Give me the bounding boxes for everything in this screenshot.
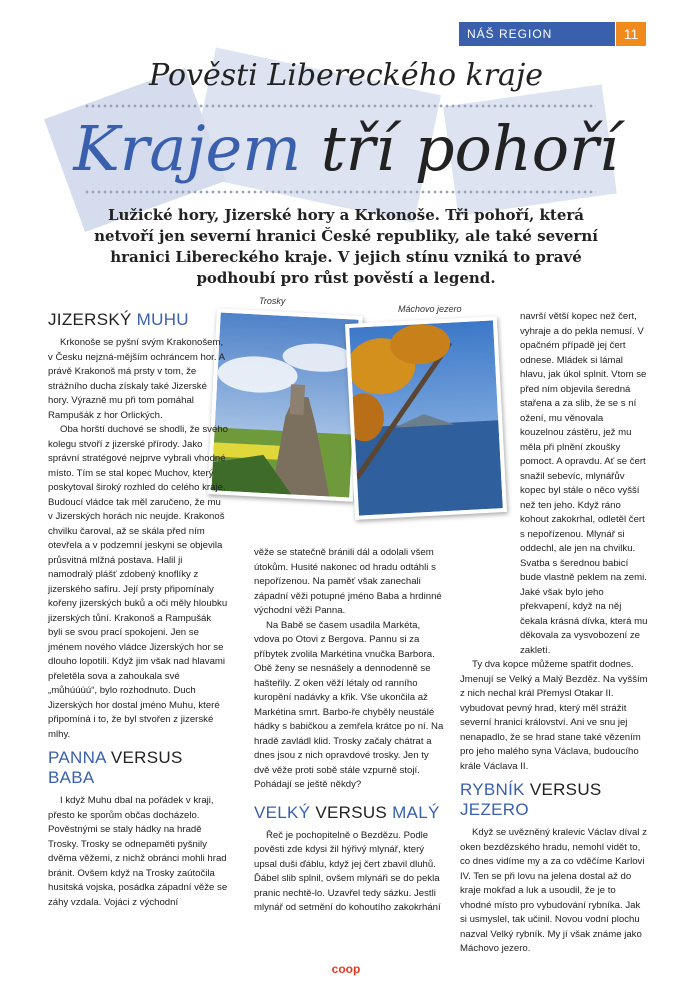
caption-trosky: Trosky bbox=[259, 296, 286, 306]
page-title bbox=[0, 108, 692, 190]
coop-logo: coop bbox=[331, 962, 361, 976]
paragraph: I když Muhu dbal na pořádek v kraji, přesto ke sporům občas docházelo. Pověstnými se staly hádky na hradě Trosky. Trosky se odnepaměti pyšnily dvěma věžemi, z nichž obránci mohli hrad bránit. Ovšem když na Trosky zaútočila husitská vojska, posádka západní věže se záhy vzdala. Vojáci z východní bbox=[48, 795, 228, 908]
paragraph: Když se uvězněný kralevic Václav díval z oken bezdězského hradu, nemohl vidět to, co dnes vidíme my a za co vděčíme Karlovi IV. Ten se při lovu na jelena dostal až do kraje mokřad a luk a usoudil, že je to vhodné místo pro vybudování rybníka. Jak si usmyslel, tak učinil. Novou vodní plochu nazval Velký rybník. My jí však známe jako Máchovo jezero. bbox=[460, 827, 647, 954]
paragraph: Oba horští duchové se shodli, že svého kolegu stvoří z jizerské přírody. Jako správní stratégové nejprve vybrali vhodné místo. Tím se stal kopec Muchov, který poskytoval široký rozhled do celého kraje. Budoucí vládce tak měl zaručeno, že mu v Jizerských horách nic neujde. Krakonoš chvilku čaroval, až se skála před ním otevřela a v podzemní jeskyni se objevila průsvitná mlžná postava. Halil ji namodralý plášť zdobený knoflíky z jizerského safíru. Její prsty připomínaly kořeny jizerských buků a oči měly hloubku jizerských tůní. Krakonoš a Rampušák byli se svou prací spokojeni. Jen se jménem nového vládce Jizerských hor se dlouho lopotili. Když jim však nad hlavami přeletěla sova a zahoukala své „můhúúúú“, bylo rozhodnuto. Duch Jizerských hor dostal jméno Muhu, které připomíná i to, že byl stvořen z jizerské mlhy. bbox=[48, 424, 228, 740]
trosky-castle-image bbox=[211, 313, 358, 498]
heading-word: RYBNÍK bbox=[460, 780, 525, 799]
paragraph: Krkonoše se pyšní svým Krakonošem, v Česku nejzná-mějším ochráncem hor. A právě Krakonoš má prsty v tom, že strážního ducha získaly také Jizerské hory. Výrazně mu při tom pomáhal Rampušák z hor Orlických. bbox=[48, 337, 225, 421]
column-1 bbox=[48, 310, 228, 910]
heading-word: JEZERO bbox=[460, 800, 529, 819]
heading-word: MUHU bbox=[136, 310, 189, 329]
heading-word: JIZERSKÝ bbox=[48, 310, 132, 329]
dotted-divider-bottom bbox=[84, 190, 596, 194]
paragraph: Na Babě se časem usadila Markéta, vdova po Otovi z Bergova. Pannu si za příbytek zvolila Markétina vnučka Barbora. Obě ženy se nesnášely a dennodenně se hašteřily. Z oken věží létaly od ranního kuropění nadávky a křik. Vše ukončila až Markétina smrt. Barbo-ře chyběly neustálé hádky s babičkou a zemřela krátce po ní. Na hradě zavládl klid. Trosky začaly chátrat a dnes jsou z nich opravdové trosky. Jen ty dvě věže proti sobě stále vzpurně stojí. Pohádají se ještě někdy? bbox=[254, 619, 444, 790]
section-label: NÁŠ REGION bbox=[459, 22, 615, 46]
column-3 bbox=[460, 310, 648, 957]
heading-word: VERSUS bbox=[110, 748, 183, 767]
heading-word: VERSUS bbox=[529, 780, 602, 799]
lead-paragraph: Lužické hory, Jizerské hory a Krkonoše. Tři pohoří, která netvoří jen severní hranici České republiky, ale také severní hranici Libereckého kraje. V jejich stínu vzniká to pravé podhoubí pro růst pověstí a legend. bbox=[94, 206, 598, 287]
kicker: Pověsti Libereckého kraje bbox=[149, 58, 543, 93]
paragraph: navrší větší kopec než čert, vyhraje a do pekla nemusí. V opačném případě jej čert odnese. Mládek si lámal hlavu, jak úkol splnit. Vtom se před ním objevila šeredná stařena a za slib, že se s ní ožení, mu věnovala kouzelnou zástěru, jež mu měla při plnění zkoušky pomoct. A opravdu. Ať se čert snažil sebevíc, mlynářův kopec byl stále o něco vyšší než ten jeho. Když ráno kohout zakokrhal, odletěl čert s nepořízenou. Mlynář si oddechl, ale jen na chvilku. Svatba s šerednou babicí bude vlastně peklem na zemi. Jaké však bylo jeho překvapení, když na něj čekala krásná dívka, která mu děkovala za vysvobození ze zakletí. bbox=[520, 311, 648, 656]
title-part2: tří pohoří bbox=[320, 112, 619, 185]
paragraph: Řeč je pochopitelně o Bezdězu. Podle pověsti zde kdysi žil hýřivý mlynář, který upsal duši ďáblu, když jej čert zbavil dluhů. Ďábel slib splnil, ovšem mlynáři se do pekla pranic nechtě-lo. Uzavřel tedy sázku. Jestli mlynář od setmění do kohoutího zakokrhání bbox=[254, 829, 441, 913]
heading-panna-versus-baba bbox=[48, 748, 228, 788]
paragraph: Ty dva kopce můžeme spatřit dodnes. Jmenují se Velký a Malý Bezděz. Na vyšším z nich nechal král Přemysl Otakar II. vybudovat pevný hrad, který měl strážit severní hranici království. Ani ve snu jej nenapadlo, že se hrad stane také vězením pro jeho malého syna Václava, budoucího krále Václava II. bbox=[460, 659, 648, 772]
heading-word: MALÝ bbox=[392, 802, 440, 822]
heading-jizersky-muhu bbox=[48, 310, 228, 330]
heading-word: BABA bbox=[48, 768, 95, 787]
heading-word: PANNA bbox=[48, 748, 106, 767]
photo-trosky bbox=[207, 308, 363, 501]
paragraph: věže se statečně bránili dál a odolali všem útokům. Husité nakonec od hradu odtáhli s nepořízenou. Na paměť však zanechali západní věži potupné jméno Baba a hrdinné východní věži Panna. bbox=[254, 547, 442, 616]
column-2 bbox=[254, 546, 444, 916]
heading-rybnik-versus-jezero bbox=[460, 780, 648, 820]
heading-word: VELKÝ bbox=[254, 802, 311, 822]
page-number: 11 bbox=[616, 22, 646, 46]
heading-word: VERSUS bbox=[315, 802, 388, 822]
title-part1: Krajem bbox=[73, 112, 302, 185]
heading-velky-versus-maly bbox=[254, 803, 444, 823]
caption-machovo: Máchovo jezero bbox=[398, 304, 462, 314]
column-3-top bbox=[460, 310, 648, 658]
